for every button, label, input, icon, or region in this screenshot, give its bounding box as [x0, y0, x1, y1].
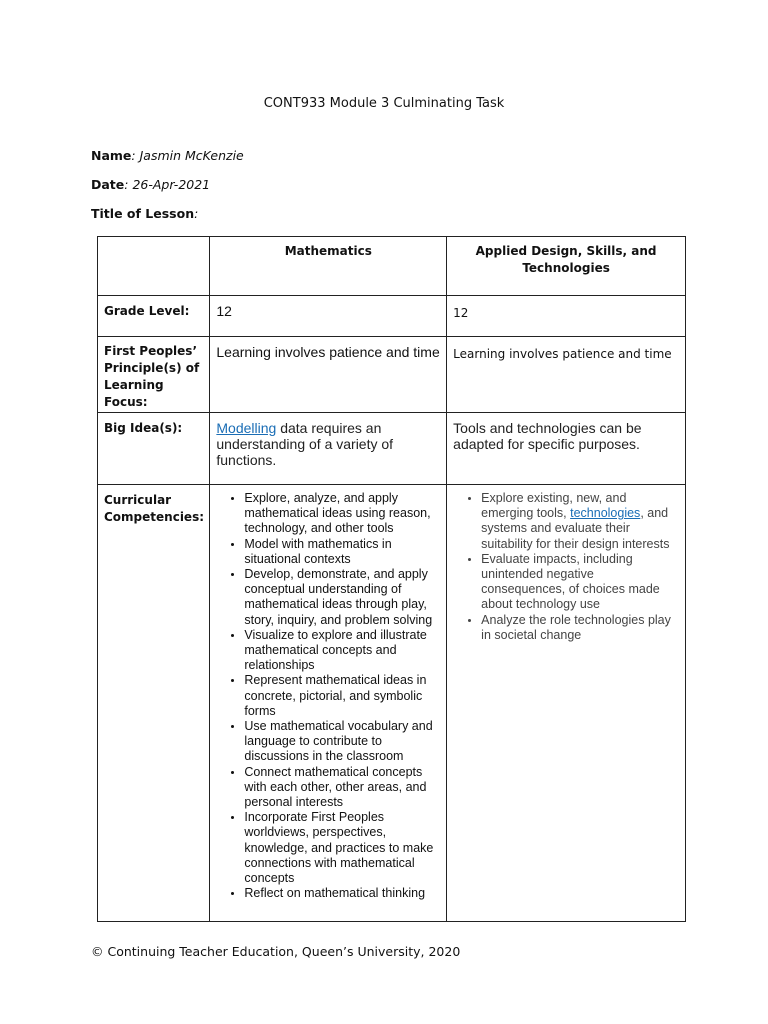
first-peoples-adst: Learning involves patience and time	[447, 337, 686, 413]
list-item: • Reflect on mathematical thinking	[244, 886, 442, 901]
big-ideas-label: Big Idea(s):	[98, 413, 210, 485]
list-item: • Represent mathematical ideas in concrete, pictorial, and symbolic forms	[244, 673, 442, 719]
grade-level-math: 12	[210, 296, 447, 337]
adst-competency-list	[447, 485, 685, 643]
name-value: : Jasmin McKenzie	[131, 148, 244, 163]
list-item: • Develop, demonstrate, and apply conceptual understanding of mathematical ideas through play, story, inquiry, and problem solving	[244, 567, 442, 628]
lesson-title-label: Title of Lesson	[91, 206, 195, 221]
lesson-title-line	[91, 206, 198, 221]
table-header-row	[98, 237, 686, 296]
lesson-title-colon: :	[194, 206, 199, 221]
big-ideas-adst: Tools and technologies can be adapted for specific purposes.	[447, 413, 686, 485]
math-competency-list	[210, 485, 446, 901]
date-value: : 26-Apr-2021	[124, 177, 211, 192]
first-peoples-label: First Peoples’ Principle(s) of Learning Focus:	[98, 337, 210, 413]
competencies-row	[98, 485, 686, 922]
document-title: CONT933 Module 3 Culminating Task	[263, 96, 505, 111]
first-peoples-row	[98, 337, 686, 413]
date-label: Date	[91, 177, 125, 192]
technologies-link[interactable]: technologies	[570, 506, 641, 521]
first-peoples-math: Learning involves patience and time	[210, 337, 447, 413]
competencies-adst	[447, 485, 686, 922]
big-ideas-math	[210, 413, 447, 485]
name-label: Name	[91, 148, 132, 163]
list-item: • Evaluate impacts, including unintended negative consequences, of choices made about technology use	[481, 552, 681, 613]
list-item: • Explore, analyze, and apply mathematical ideas using reason, technology, and other tools	[244, 491, 442, 537]
header-adst: Applied Design, Skills, and Technologies	[447, 237, 686, 296]
name-line	[91, 148, 244, 163]
big-ideas-row	[98, 413, 686, 485]
header-mathematics: Mathematics	[210, 237, 447, 296]
list-item: • Explore existing, new, and emerging tools, technologies, and systems and evaluate their suitability for their design interests	[481, 491, 681, 552]
competencies-math	[210, 485, 447, 922]
list-item: • Incorporate First Peoples worldviews, perspectives, knowledge, and practices to make connections with mathematical concepts	[244, 810, 442, 886]
header-empty-cell	[98, 237, 210, 296]
grade-level-label: Grade Level:	[98, 296, 210, 337]
list-item: • Analyze the role technologies play in societal change	[481, 613, 681, 643]
list-item: • Use mathematical vocabulary and language to contribute to discussions in the classroom	[244, 719, 442, 765]
list-item: • Model with mathematics in situational contexts	[244, 537, 442, 567]
copyright-footer: © Continuing Teacher Education, Queen’s University, 2020	[91, 944, 461, 959]
competencies-label: Curricular Competencies:	[98, 485, 210, 922]
big-ideas-math-text: data requires an understanding of a variety of functions.	[216, 420, 394, 468]
grade-level-adst: 12	[447, 296, 686, 337]
lesson-plan-table	[97, 236, 686, 922]
list-item: • Visualize to explore and illustrate mathematical concepts and relationships	[244, 628, 442, 674]
modelling-link[interactable]: Modelling	[216, 420, 277, 436]
list-item: • Connect mathematical concepts with each other, other areas, and personal interests	[244, 765, 442, 811]
grade-level-row	[98, 296, 686, 337]
date-line	[91, 177, 210, 192]
